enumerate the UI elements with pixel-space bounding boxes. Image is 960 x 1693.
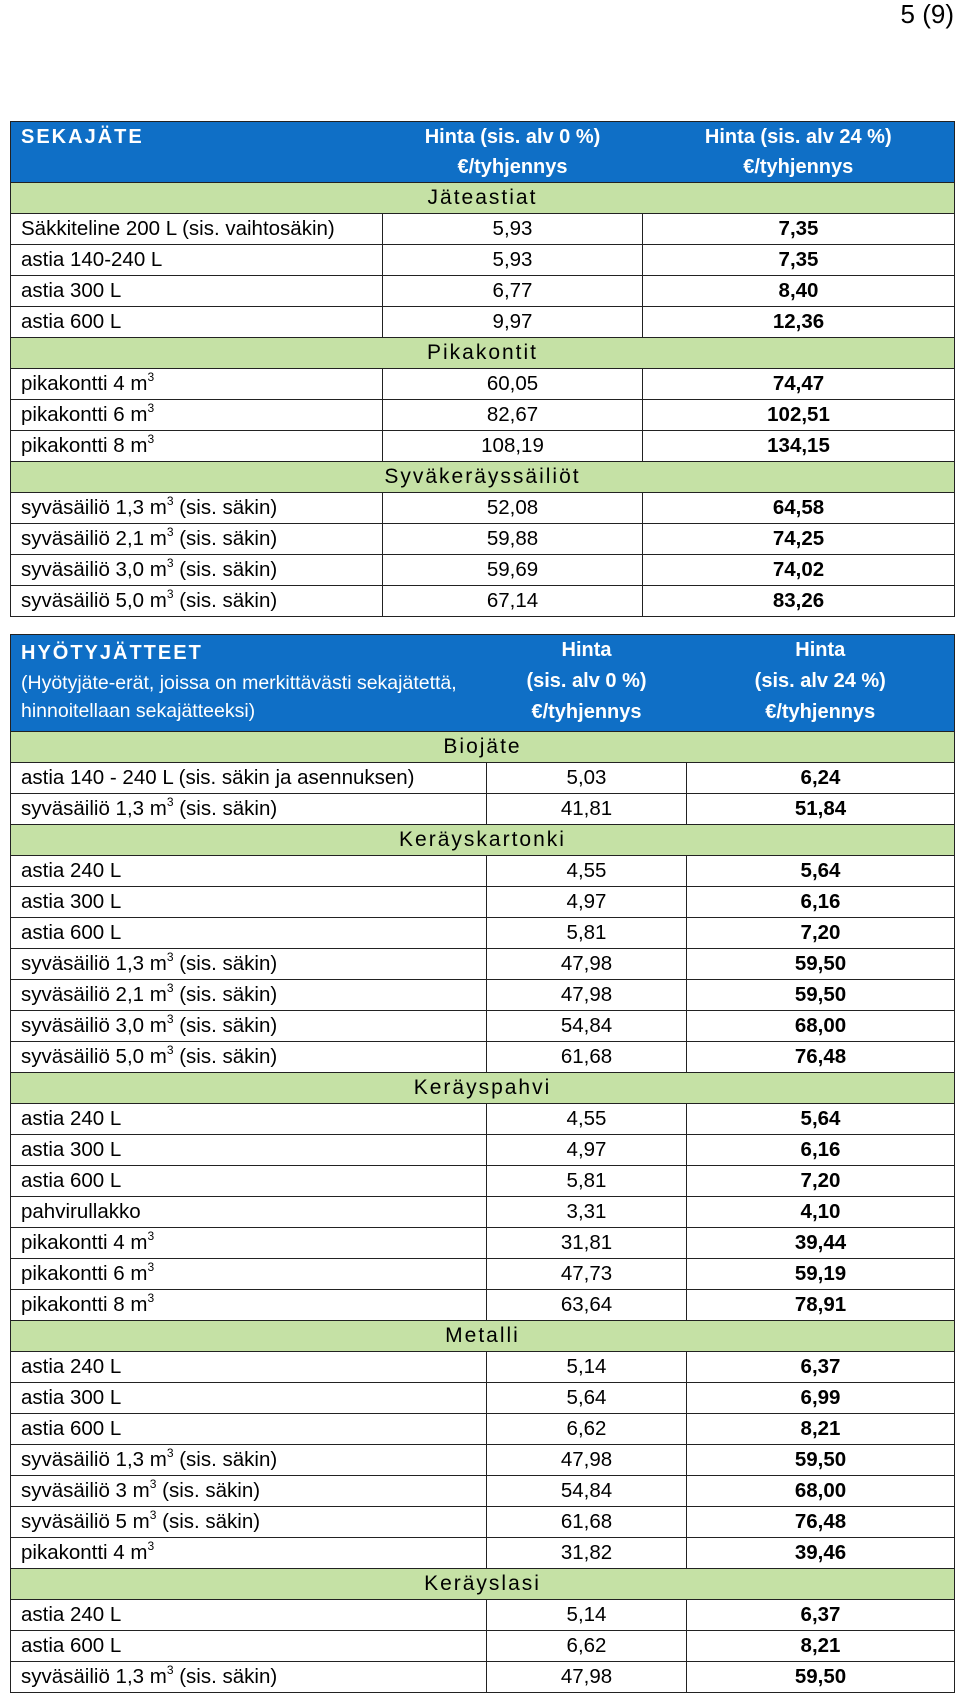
item-name-cell xyxy=(11,1445,487,1476)
item-name-suffix: (sis. säkin) xyxy=(173,1045,278,1068)
hyotyjatteet-title: HYÖTYJÄTTEET xyxy=(21,642,203,664)
table-row xyxy=(11,856,955,887)
price-alv24: 76,48 xyxy=(687,1507,955,1538)
section-title: Keräyslasi xyxy=(11,1569,955,1600)
item-name: astia 240 L xyxy=(21,1107,122,1130)
item-name-cell xyxy=(11,555,383,586)
price-alv24: 7,35 xyxy=(643,214,955,245)
item-name: astia 140 - 240 L (sis. säkin ja asennuksen) xyxy=(21,766,415,789)
price-alv0: 82,67 xyxy=(383,400,643,431)
table-row xyxy=(11,400,955,431)
price-alv0: 5,93 xyxy=(383,245,643,276)
unit-superscript: 3 xyxy=(166,1012,174,1026)
item-name: pahvirullakko xyxy=(21,1200,141,1223)
hyotyjatteet-col2-line1: Hinta xyxy=(795,639,846,661)
item-name-cell xyxy=(11,1476,487,1507)
price-alv24: 74,47 xyxy=(643,369,955,400)
item-name-suffix: (sis. säkin) xyxy=(173,589,278,612)
price-alv0: 31,82 xyxy=(487,1538,687,1569)
item-name-cell xyxy=(11,1631,487,1662)
unit-superscript: 3 xyxy=(147,1260,155,1274)
sekajate-price-table xyxy=(10,121,955,617)
section-header-row xyxy=(11,1073,955,1104)
price-alv0: 52,08 xyxy=(383,493,643,524)
item-name-cell xyxy=(11,763,487,794)
item-name-cell xyxy=(11,1135,487,1166)
item-name-suffix: (sis. säkin) xyxy=(173,983,278,1006)
price-alv24: 59,50 xyxy=(687,949,955,980)
item-name-cell xyxy=(11,1538,487,1569)
item-name: astia 240 L xyxy=(21,1355,122,1378)
price-alv24: 78,91 xyxy=(687,1290,955,1321)
unit-superscript: 3 xyxy=(166,1663,174,1677)
item-name: pikakontti 8 m xyxy=(21,434,148,457)
price-alv0: 6,62 xyxy=(487,1414,687,1445)
item-name: syväsäiliö 2,1 m xyxy=(21,983,167,1006)
item-name-cell xyxy=(11,1383,487,1414)
item-name-cell xyxy=(11,949,487,980)
item-name-cell xyxy=(11,245,383,276)
price-alv0: 5,81 xyxy=(487,1166,687,1197)
hyotyjatteet-price-table xyxy=(10,634,955,1693)
price-alv24: 102,51 xyxy=(643,400,955,431)
price-alv24: 68,00 xyxy=(687,1476,955,1507)
item-name: pikakontti 4 m xyxy=(21,1231,148,1254)
item-name: syväsäiliö 3,0 m xyxy=(21,1014,167,1037)
table-row xyxy=(11,1042,955,1073)
hyotyjatteet-col1-line3: €/tyhjennys xyxy=(531,701,642,723)
sekajate-title: SEKAJÄTE xyxy=(21,126,144,148)
item-name: pikakontti 8 m xyxy=(21,1293,148,1316)
table-row xyxy=(11,1538,955,1569)
hyotyjatteet-col1-header xyxy=(487,635,687,732)
unit-superscript: 3 xyxy=(166,556,174,570)
table-row xyxy=(11,1476,955,1507)
sekajate-col1-header xyxy=(383,122,643,183)
price-alv0: 47,98 xyxy=(487,949,687,980)
table-row xyxy=(11,1197,955,1228)
unit-superscript: 3 xyxy=(147,401,155,415)
item-name-cell xyxy=(11,214,383,245)
item-name-cell xyxy=(11,1259,487,1290)
table-row xyxy=(11,763,955,794)
table-row xyxy=(11,369,955,400)
table-row xyxy=(11,1166,955,1197)
price-alv0: 54,84 xyxy=(487,1011,687,1042)
item-name: astia 300 L xyxy=(21,1138,122,1161)
item-name: astia 600 L xyxy=(21,310,122,333)
unit-superscript: 3 xyxy=(166,587,174,601)
table-row xyxy=(11,586,955,617)
price-alv24: 6,37 xyxy=(687,1600,955,1631)
unit-superscript: 3 xyxy=(166,525,174,539)
price-alv24: 6,99 xyxy=(687,1383,955,1414)
section-title: Syväkeräyssäiliöt xyxy=(11,462,955,493)
item-name: pikakontti 4 m xyxy=(21,372,148,395)
price-alv24: 6,24 xyxy=(687,763,955,794)
price-alv24: 8,40 xyxy=(643,276,955,307)
table-row xyxy=(11,1352,955,1383)
item-name: astia 600 L xyxy=(21,1169,122,1192)
table-row xyxy=(11,1290,955,1321)
price-alv0: 6,62 xyxy=(487,1631,687,1662)
table-row xyxy=(11,214,955,245)
section-header-row xyxy=(11,1569,955,1600)
table-row xyxy=(11,524,955,555)
table-row xyxy=(11,245,955,276)
item-name-cell xyxy=(11,276,383,307)
price-alv0: 59,69 xyxy=(383,555,643,586)
price-alv0: 47,98 xyxy=(487,980,687,1011)
item-name: syväsäiliö 5,0 m xyxy=(21,589,167,612)
unit-superscript: 3 xyxy=(166,1446,174,1460)
item-name-cell xyxy=(11,1414,487,1445)
unit-superscript: 3 xyxy=(166,494,174,508)
sekajate-title-cell xyxy=(11,122,383,183)
price-alv0: 67,14 xyxy=(383,586,643,617)
price-alv0: 4,55 xyxy=(487,856,687,887)
item-name-cell xyxy=(11,1197,487,1228)
section-title: Jäteastiat xyxy=(11,183,955,214)
hyotyjatteet-title-cell xyxy=(11,635,487,732)
unit-superscript: 3 xyxy=(149,1508,157,1522)
item-name: syväsäiliö 1,3 m xyxy=(21,1665,167,1688)
unit-superscript: 3 xyxy=(147,370,155,384)
item-name-cell xyxy=(11,493,383,524)
sekajate-col2-line2: €/tyhjennys xyxy=(743,156,854,178)
item-name: astia 600 L xyxy=(21,921,122,944)
unit-superscript: 3 xyxy=(166,950,174,964)
item-name: Säkkiteline 200 L (sis. vaihtosäkin) xyxy=(21,217,335,240)
section-title: Keräyskartonki xyxy=(11,825,955,856)
table-row xyxy=(11,1104,955,1135)
sekajate-col2-line1: Hinta (sis. alv 24 %) xyxy=(704,126,892,148)
section-header-row xyxy=(11,825,955,856)
hyotyjatteet-subtitle-line2: hinnoitellaan sekajätteeksi) xyxy=(21,700,256,722)
section-header-row xyxy=(11,1321,955,1352)
item-name: astia 300 L xyxy=(21,890,122,913)
price-alv24: 83,26 xyxy=(643,586,955,617)
table-row xyxy=(11,1383,955,1414)
price-alv0: 9,97 xyxy=(383,307,643,338)
price-alv24: 39,46 xyxy=(687,1538,955,1569)
price-alv24: 74,02 xyxy=(643,555,955,586)
table-row xyxy=(11,276,955,307)
item-name: astia 240 L xyxy=(21,1603,122,1626)
table-row xyxy=(11,887,955,918)
item-name-suffix: (sis. säkin) xyxy=(156,1510,261,1533)
item-name-cell xyxy=(11,794,487,825)
price-alv0: 5,81 xyxy=(487,918,687,949)
section-header-row xyxy=(11,338,955,369)
unit-superscript: 3 xyxy=(147,1539,155,1553)
table-row xyxy=(11,1631,955,1662)
price-alv0: 3,31 xyxy=(487,1197,687,1228)
hyotyjatteet-col1-line2: (sis. alv 0 %) xyxy=(526,670,647,692)
item-name: astia 300 L xyxy=(21,279,122,302)
price-alv0: 5,64 xyxy=(487,1383,687,1414)
item-name: syväsäiliö 1,3 m xyxy=(21,797,167,820)
hyotyjatteet-col2-line2: (sis. alv 24 %) xyxy=(754,670,886,692)
table-row xyxy=(11,1600,955,1631)
price-alv24: 4,10 xyxy=(687,1197,955,1228)
table-row xyxy=(11,431,955,462)
hyotyjatteet-table-body xyxy=(11,635,955,1693)
table-row xyxy=(11,1507,955,1538)
hyotyjatteet-col2-line3: €/tyhjennys xyxy=(765,701,876,723)
price-alv0: 47,98 xyxy=(487,1662,687,1693)
section-header-row xyxy=(11,183,955,214)
item-name-cell xyxy=(11,431,383,462)
item-name: syväsäiliö 1,3 m xyxy=(21,952,167,975)
section-title: Keräyspahvi xyxy=(11,1073,955,1104)
item-name-cell xyxy=(11,524,383,555)
item-name-cell xyxy=(11,1600,487,1631)
table-row xyxy=(11,918,955,949)
item-name: pikakontti 6 m xyxy=(21,1262,148,1285)
item-name-cell xyxy=(11,307,383,338)
hyotyjatteet-subtitle-line1: (Hyötyjäte-erät, joissa on merkittävästi sekajätettä, xyxy=(21,672,457,694)
item-name-suffix: (sis. säkin) xyxy=(173,527,278,550)
price-alv24: 6,37 xyxy=(687,1352,955,1383)
price-alv0: 4,97 xyxy=(487,1135,687,1166)
hyotyjatteet-header-row xyxy=(11,635,955,732)
price-alv0: 5,14 xyxy=(487,1600,687,1631)
price-alv0: 108,19 xyxy=(383,431,643,462)
item-name-cell xyxy=(11,1507,487,1538)
price-alv24: 64,58 xyxy=(643,493,955,524)
price-alv0: 4,55 xyxy=(487,1104,687,1135)
item-name: syväsäiliö 3,0 m xyxy=(21,558,167,581)
item-name: syväsäiliö 1,3 m xyxy=(21,1448,167,1471)
item-name-cell xyxy=(11,400,383,431)
table-row xyxy=(11,1135,955,1166)
price-alv24: 5,64 xyxy=(687,856,955,887)
price-alv24: 8,21 xyxy=(687,1631,955,1662)
item-name: syväsäiliö 2,1 m xyxy=(21,527,167,550)
unit-superscript: 3 xyxy=(147,1229,155,1243)
price-alv24: 59,19 xyxy=(687,1259,955,1290)
sekajate-col1-line1: Hinta (sis. alv 0 %) xyxy=(424,126,601,148)
price-alv24: 59,50 xyxy=(687,980,955,1011)
price-alv0: 31,81 xyxy=(487,1228,687,1259)
price-alv24: 134,15 xyxy=(643,431,955,462)
table-row xyxy=(11,1662,955,1693)
item-name: pikakontti 6 m xyxy=(21,403,148,426)
hyotyjatteet-col2-header xyxy=(687,635,955,732)
item-name: astia 600 L xyxy=(21,1417,122,1440)
item-name: astia 600 L xyxy=(21,1634,122,1657)
item-name-cell xyxy=(11,586,383,617)
price-alv0: 60,05 xyxy=(383,369,643,400)
item-name-suffix: (sis. säkin) xyxy=(173,1448,278,1471)
price-alv0: 61,68 xyxy=(487,1042,687,1073)
section-title: Metalli xyxy=(11,1321,955,1352)
item-name-cell xyxy=(11,1290,487,1321)
item-name-cell xyxy=(11,1104,487,1135)
table-row xyxy=(11,980,955,1011)
table-row xyxy=(11,1414,955,1445)
price-alv0: 41,81 xyxy=(487,794,687,825)
item-name-suffix: (sis. säkin) xyxy=(173,952,278,975)
item-name: syväsäiliö 1,3 m xyxy=(21,496,167,519)
unit-superscript: 3 xyxy=(147,432,155,446)
item-name-cell xyxy=(11,1352,487,1383)
price-alv24: 12,36 xyxy=(643,307,955,338)
item-name-cell xyxy=(11,980,487,1011)
item-name: syväsäiliö 3 m xyxy=(21,1479,150,1502)
price-alv24: 39,44 xyxy=(687,1228,955,1259)
price-alv0: 59,88 xyxy=(383,524,643,555)
table-row xyxy=(11,493,955,524)
table-row xyxy=(11,555,955,586)
price-alv24: 74,25 xyxy=(643,524,955,555)
table-row xyxy=(11,949,955,980)
hyotyjatteet-col1-line1: Hinta xyxy=(561,639,612,661)
item-name-suffix: (sis. säkin) xyxy=(173,1014,278,1037)
table-row xyxy=(11,307,955,338)
item-name-cell xyxy=(11,918,487,949)
table-row xyxy=(11,794,955,825)
sekajate-table-body xyxy=(11,122,955,617)
page-number: 5 (9) xyxy=(900,0,954,29)
price-alv0: 5,03 xyxy=(487,763,687,794)
price-alv0: 5,14 xyxy=(487,1352,687,1383)
price-alv24: 7,20 xyxy=(687,1166,955,1197)
sekajate-col2-header xyxy=(643,122,955,183)
section-title: Biojäte xyxy=(11,732,955,763)
unit-superscript: 3 xyxy=(166,981,174,995)
table-row xyxy=(11,1445,955,1476)
section-title: Pikakontit xyxy=(11,338,955,369)
item-name-suffix: (sis. säkin) xyxy=(173,797,278,820)
price-alv24: 76,48 xyxy=(687,1042,955,1073)
item-name-cell xyxy=(11,369,383,400)
sekajate-col1-line2: €/tyhjennys xyxy=(457,156,568,178)
item-name-suffix: (sis. säkin) xyxy=(173,1665,278,1688)
price-alv24: 59,50 xyxy=(687,1445,955,1476)
price-alv0: 54,84 xyxy=(487,1476,687,1507)
section-header-row xyxy=(11,462,955,493)
price-alv24: 59,50 xyxy=(687,1662,955,1693)
price-alv24: 68,00 xyxy=(687,1011,955,1042)
item-name: syväsäiliö 5,0 m xyxy=(21,1045,167,1068)
item-name-suffix: (sis. säkin) xyxy=(156,1479,261,1502)
price-alv24: 8,21 xyxy=(687,1414,955,1445)
unit-superscript: 3 xyxy=(149,1477,157,1491)
item-name: astia 240 L xyxy=(21,859,122,882)
item-name-cell xyxy=(11,887,487,918)
item-name-cell xyxy=(11,1042,487,1073)
price-alv24: 7,35 xyxy=(643,245,955,276)
price-alv24: 5,64 xyxy=(687,1104,955,1135)
price-alv24: 51,84 xyxy=(687,794,955,825)
price-alv0: 63,64 xyxy=(487,1290,687,1321)
price-alv24: 7,20 xyxy=(687,918,955,949)
item-name-cell xyxy=(11,1662,487,1693)
item-name-cell xyxy=(11,1228,487,1259)
price-alv0: 47,98 xyxy=(487,1445,687,1476)
price-alv0: 4,97 xyxy=(487,887,687,918)
price-alv24: 6,16 xyxy=(687,1135,955,1166)
price-alv0: 47,73 xyxy=(487,1259,687,1290)
item-name-cell xyxy=(11,1011,487,1042)
item-name-cell xyxy=(11,856,487,887)
item-name-cell xyxy=(11,1166,487,1197)
unit-superscript: 3 xyxy=(166,795,174,809)
item-name: astia 140-240 L xyxy=(21,248,163,271)
sekajate-header-row xyxy=(11,122,955,183)
item-name-suffix: (sis. säkin) xyxy=(173,558,278,581)
table-row xyxy=(11,1259,955,1290)
table-row xyxy=(11,1011,955,1042)
table-row xyxy=(11,1228,955,1259)
unit-superscript: 3 xyxy=(147,1291,155,1305)
item-name-suffix: (sis. säkin) xyxy=(173,496,278,519)
item-name: pikakontti 4 m xyxy=(21,1541,148,1564)
price-alv0: 61,68 xyxy=(487,1507,687,1538)
section-header-row xyxy=(11,732,955,763)
item-name: syväsäiliö 5 m xyxy=(21,1510,150,1533)
item-name: astia 300 L xyxy=(21,1386,122,1409)
price-alv0: 5,93 xyxy=(383,214,643,245)
unit-superscript: 3 xyxy=(166,1043,174,1057)
price-alv0: 6,77 xyxy=(383,276,643,307)
price-alv24: 6,16 xyxy=(687,887,955,918)
